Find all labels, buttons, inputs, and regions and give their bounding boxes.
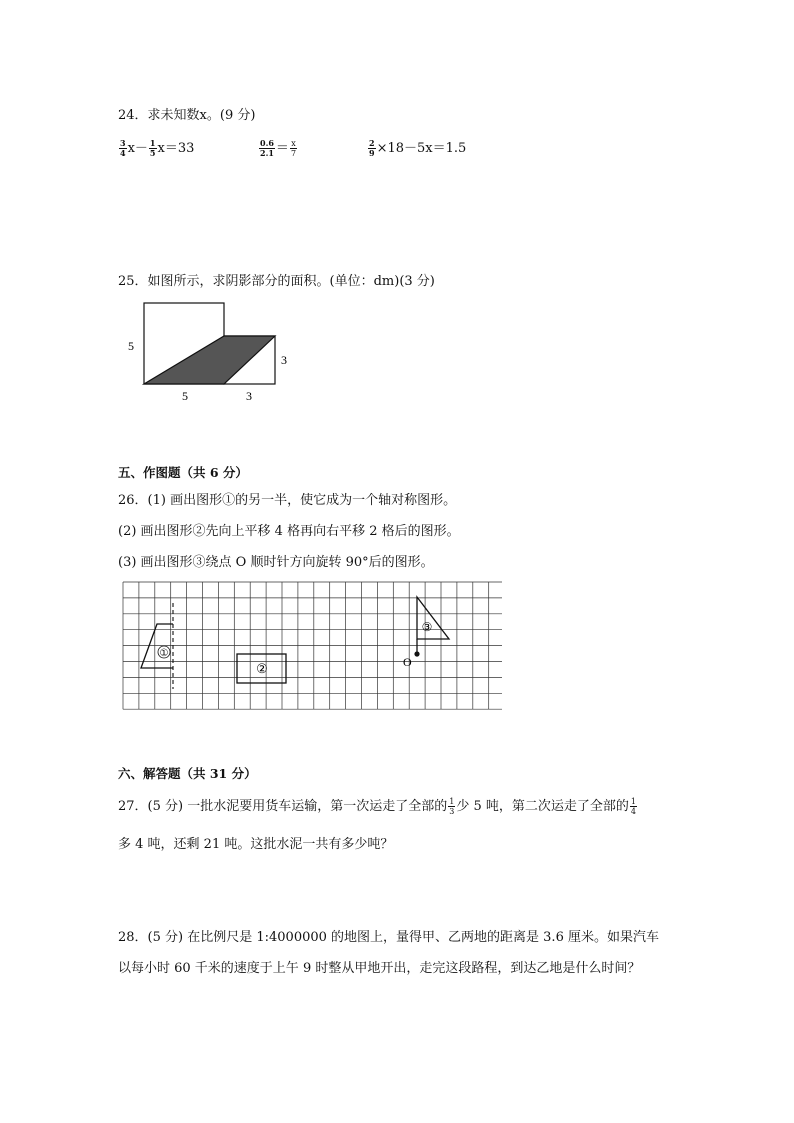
label-bottom-left: 5 [182, 389, 188, 403]
figure-3-label: ③ [421, 620, 433, 634]
fraction: $\frac{1}{5}$ [149, 138, 156, 158]
fraction: $\frac{x}{7}$ [290, 139, 297, 158]
shaded-region [144, 336, 275, 384]
point-o [414, 651, 419, 656]
figure-1-label: ① [159, 648, 169, 659]
fraction: $\frac{3}{4}$ [120, 138, 126, 158]
section-5-title: 五、作图题（共 6 分） [118, 465, 248, 480]
q28-line-1: 28．(5 分) 在比例尺是 1:4000000 的地图上，量得甲、乙两地的距离是 3.6 厘米。如果汽车 [118, 930, 659, 945]
label-right-height: 3 [281, 353, 287, 367]
grid-lines [123, 582, 502, 709]
q24-equation-2: $\frac{0.6}{2.1}$ ＝ $\frac{x}{7}$ [260, 138, 297, 158]
q26-part-1: 26．(1) 画出图形①的另一半，使它成为一个轴对称图形。 [118, 493, 457, 508]
fraction: $\frac{2}{9}$ [369, 138, 375, 158]
q28-line-2: 以每小时 60 千米的速度于上午 9 时整从甲地开出，走完这段路程，到达乙地是什么时间？ [118, 961, 641, 976]
label-bottom-right: 3 [246, 389, 252, 403]
drawing-grid [120, 579, 502, 715]
section-6-title: 六、解答题（共 31 分） [118, 766, 257, 781]
fraction: $\frac{0.6}{2.1}$ [260, 138, 274, 158]
fraction: $\frac{1}{4}$ [630, 797, 636, 816]
q25-figure [115, 295, 315, 410]
q27-line-1: 27．(5 分) 一批水泥要用货车运输，第一次运走了全部的 $\frac{1}{3}$ 少 5 吨，第二次运走了全部的 $\frac{1}{4}$ [118, 797, 636, 816]
label-left-height: 5 [128, 339, 134, 353]
q25-title: 25．如图所示，求阴影部分的面积。(单位：dm)(3 分) [118, 274, 435, 289]
q26-part-2: (2) 画出图形②先向上平移 4 格再向右平移 2 格后的图形。 [118, 524, 460, 539]
q24-title: 24．求未知数x。(9 分) [118, 108, 256, 123]
fraction: $\frac{1}{3}$ [449, 797, 455, 816]
q24-equation-3: $\frac{2}{9}$ ×18－5x＝1.5 [369, 138, 467, 158]
q24-equation-1: $\frac{3}{4}$ x－ $\frac{1}{5}$ x＝33 [120, 138, 195, 158]
q27-line-2: 多 4 吨，还剩 21 吨。这批水泥一共有多少吨？ [118, 837, 394, 852]
q26-part-3: (3) 画出图形③绕点 O 顺时针方向旋转 90°后的图形。 [118, 555, 434, 570]
figure-2-label: ② [256, 661, 268, 676]
point-o-label: O [403, 655, 412, 669]
